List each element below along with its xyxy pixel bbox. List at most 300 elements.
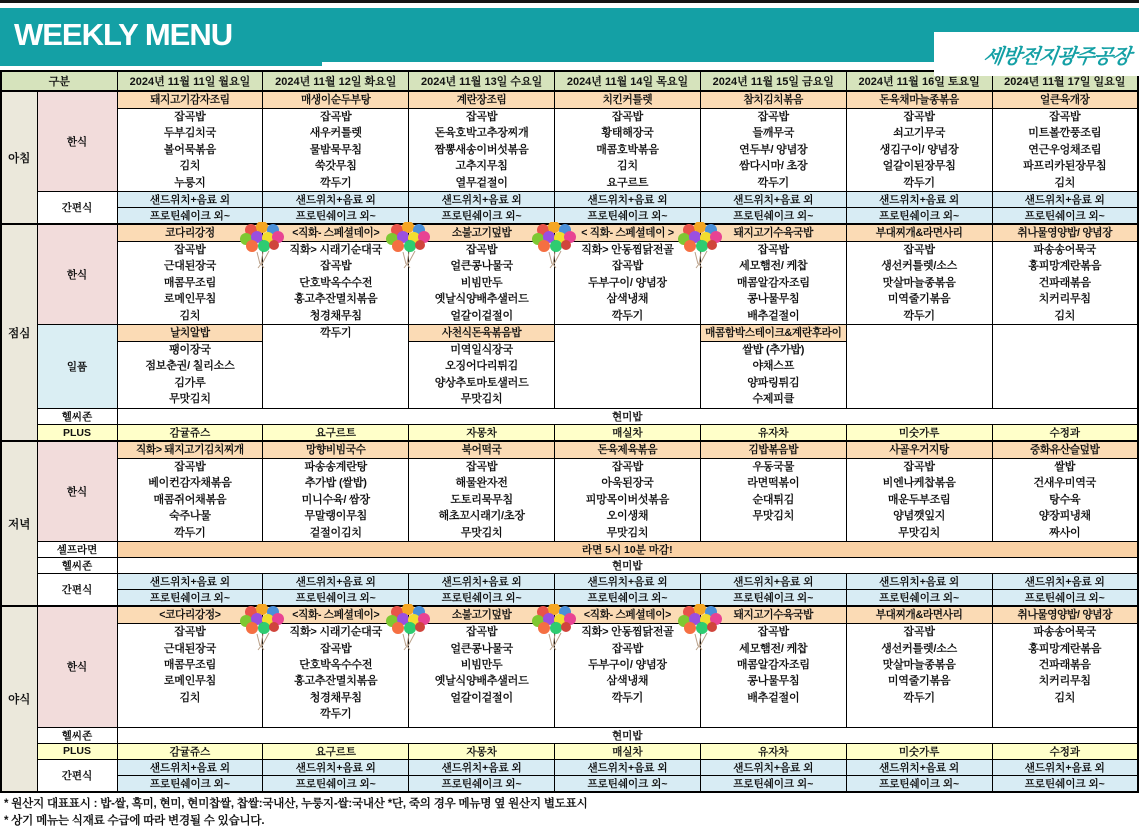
menu-row: [1, 325, 1138, 409]
menu-item: 세모햄전/ 케찹: [739, 260, 808, 273]
plus-cell: 수정과: [992, 425, 1138, 442]
menu-item: 잡곡밥: [1049, 111, 1081, 123]
menu-item: 단호박옥수수전: [299, 276, 373, 289]
menu-item: 베이컨감자채볶음: [148, 477, 232, 490]
menu-cell: [992, 325, 1138, 409]
menu-title: 날치알밥: [118, 325, 263, 342]
quick-meal-cell: 샌드위치+음료 외: [117, 192, 263, 208]
menu-cell: [409, 441, 555, 542]
menu-item: 물밤묵무침: [309, 143, 362, 156]
menu-item: 직화> 시래기순대국: [289, 244, 383, 257]
menu-item: 탕수육: [1049, 493, 1081, 506]
menu-item: 치커리무침: [1038, 293, 1091, 306]
menu-title: 매생이순두부탕: [263, 92, 408, 109]
menu-cell: [117, 91, 263, 192]
quick-meal-cell: 샌드위치+음료 외: [409, 192, 555, 208]
menu-row: [1, 759, 1138, 775]
menu-cell: [555, 91, 701, 192]
category-label: 일품: [37, 325, 117, 409]
menu-item: 맛살마늘종볶음: [882, 658, 956, 671]
menu-item: 잡곡밥: [903, 626, 935, 639]
menu-item: 파프리카된장무침: [1023, 160, 1107, 173]
menu-item: 도토리묵무침: [450, 493, 513, 506]
quick-meal-cell: 프로틴쉐이크 외~: [700, 590, 846, 607]
menu-item: 추가밥 (쌀밥): [304, 477, 367, 490]
quick-meal-cell: 프로틴쉐이크 외~: [263, 775, 409, 792]
quick-meal-cell: 샌드위치+음료 외: [700, 192, 846, 208]
menu-cell: [992, 224, 1138, 325]
plus-cell: 요구르트: [263, 743, 409, 759]
menu-item: 잡곡밥: [903, 111, 935, 123]
meal-label: 야식: [1, 606, 37, 792]
page-title: WEEKLY MENU: [14, 17, 233, 52]
menu-title: 사골우거지탕: [847, 442, 992, 459]
menu-title: 소불고기덮밥: [409, 607, 554, 624]
menu-item: 미트볼깐풍조림: [1028, 127, 1102, 140]
plus-cell: 매실차: [555, 743, 701, 759]
menu-item: 잡곡밥: [611, 642, 644, 655]
menu-item: 매콤호박볶음: [596, 143, 659, 156]
menu-title: 매콤함박스테이크&계란후라이: [701, 325, 846, 342]
menu-row: [1, 558, 1138, 574]
menu-item: 파송송계란탕: [304, 461, 368, 474]
menu-item: 무맛김치: [460, 393, 503, 406]
menu-item: 잡곡밥: [465, 244, 498, 257]
menu-item: 겉절이김치: [309, 526, 362, 539]
quick-meal-cell: 프로틴쉐이크 외~: [117, 775, 263, 792]
menu-item: 순대튀김: [752, 493, 795, 506]
menu-item: 생선커틀렛/소스: [881, 260, 958, 273]
company-logo: 세방전지광주공장: [982, 45, 1133, 68]
menu-row: [1, 192, 1138, 208]
menu-cell: [846, 325, 992, 409]
menu-item: 김치: [1054, 691, 1076, 704]
menu-item: 잡곡밥: [174, 244, 206, 257]
meal-label: 아침: [1, 91, 37, 224]
menu-item: 연두부/ 양념장: [739, 143, 808, 156]
menu-title: < 직화- 스페셜데이 >: [555, 225, 700, 242]
quick-meal-cell: 프로틴쉐이크 외~: [555, 208, 701, 225]
menu-item: 건새우미역국: [1033, 477, 1097, 490]
footnotes: [0, 793, 1139, 830]
meal-label: 저녁: [1, 441, 37, 606]
menu-item: 고추지무침: [455, 160, 508, 173]
menu-cell: [117, 224, 263, 325]
menu-cell: [263, 325, 409, 409]
menu-item: 로메인무침: [163, 293, 216, 306]
menu-item: 두부구이/ 양념장: [588, 658, 667, 671]
menu-item: 옛날식양배추샐러드: [434, 675, 529, 688]
menu-item: 쌈다시마/ 초장: [739, 160, 808, 173]
quick-meal-cell: 샌드위치+음료 외: [700, 759, 846, 775]
menu-item: 얼큰콩나물국: [450, 642, 513, 655]
menu-title: 취나물영양밥/ 양념장: [993, 225, 1137, 242]
menu-item: 쌀밥 (추가밥): [742, 344, 805, 357]
menu-title: 돼지고기수육국밥: [701, 607, 846, 624]
menu-cell: [117, 606, 263, 727]
menu-item: 얼갈이된장무침: [882, 160, 956, 173]
category-label: 셀프라면: [37, 542, 117, 558]
day-header: 2024년 11월 15일 금요일: [700, 71, 846, 91]
menu-item: 비엔나케찹볶음: [882, 477, 956, 490]
menu-row: [1, 91, 1138, 192]
menu-item: 얼갈이겉절이: [450, 691, 513, 704]
menu-item: 잡곡밥: [903, 244, 935, 257]
menu-item: 파송송어묵국: [1033, 626, 1097, 639]
plus-cell: 유자차: [700, 743, 846, 759]
menu-title: <직화- 스페셜데이>: [263, 607, 408, 624]
quick-meal-cell: 샌드위치+음료 외: [846, 192, 992, 208]
category-label: 한식: [37, 224, 117, 325]
menu-cell: [409, 606, 555, 727]
menu-item: 비빔만두: [460, 276, 503, 289]
day-header: 2024년 11월 16일 토요일: [846, 71, 992, 91]
menu-item: 무말랭이무침: [304, 510, 368, 523]
menu-item: 김치: [179, 160, 201, 173]
menu-item: 두부김치국: [163, 127, 216, 140]
menu-cell: [117, 441, 263, 542]
quick-meal-cell: 프로틴쉐이크 외~: [846, 590, 992, 607]
menu-cell: [263, 224, 409, 325]
menu-item: 잡곡밥: [611, 260, 644, 273]
menu-cell: [409, 224, 555, 325]
menu-cell: [555, 224, 701, 325]
menu-item: 깍두기: [903, 309, 935, 322]
menu-title: 돈육제육볶음: [555, 442, 700, 459]
menu-item: 깍두기: [611, 691, 644, 704]
quick-meal-cell: 프로틴쉐이크 외~: [117, 208, 263, 225]
menu-item: 쌀밥: [1054, 461, 1076, 474]
menu-item: 오징어다리튀김: [445, 360, 519, 373]
category-label: 간편식: [37, 759, 117, 792]
category-label: 헬씨존: [37, 558, 117, 574]
menu-title: 돼지고기감자조림: [118, 92, 263, 109]
menu-item: 두부구이/ 양념장: [588, 276, 667, 289]
day-header: 2024년 11월 13일 수요일: [409, 71, 555, 91]
menu-cell: [409, 91, 555, 192]
menu-item: 잡곡밥: [320, 642, 352, 655]
menu-item: 배추겉절이: [747, 309, 800, 322]
menu-item: 생선커틀렛/소스: [881, 642, 958, 655]
menu-item: 미역일식장국: [450, 344, 513, 357]
menu-title: 계란장조림: [409, 92, 554, 109]
quick-meal-cell: 프로틴쉐이크 외~: [992, 775, 1138, 792]
menu-item: 잡곡밥: [465, 461, 498, 474]
menu-item: 매콤쥐어채볶음: [153, 493, 227, 506]
menu-cell: [263, 441, 409, 542]
menu-item: 잡곡밥: [757, 111, 789, 123]
plus-cell: 감귤쥬스: [117, 425, 263, 442]
menu-item: 매콤알감자조림: [736, 658, 810, 671]
menu-cell: [117, 325, 263, 409]
quick-meal-cell: 프로틴쉐이크 외~: [409, 208, 555, 225]
self-ramen-cell: 라면 5시 10분 마감!: [117, 542, 1138, 558]
menu-cell: [992, 91, 1138, 192]
quick-meal-cell: 샌드위치+음료 외: [992, 759, 1138, 775]
menu-cell: [555, 325, 701, 409]
menu-item: 깍두기: [320, 708, 352, 721]
menu-item: 미니수육/ 쌈장: [301, 493, 370, 506]
menu-item: 홍피망계란볶음: [1028, 260, 1102, 273]
menu-item: 깍두기: [611, 309, 644, 322]
menu-item: 깍두기: [320, 176, 352, 189]
category-label: 간편식: [37, 574, 117, 607]
quick-meal-cell: 샌드위치+음료 외: [992, 192, 1138, 208]
menu-item: 누룽지: [174, 176, 206, 189]
menu-item: 매콤무조림: [163, 658, 216, 671]
menu-table: [0, 70, 1139, 793]
menu-title: 사천식돈육볶음밥: [409, 325, 554, 342]
menu-item: 양념깻잎지: [893, 510, 946, 523]
menu-item: 건파래볶음: [1038, 276, 1091, 289]
menu-item: 단호박옥수수전: [299, 658, 373, 671]
logo-box: [934, 32, 1139, 76]
menu-item: 얼큰콩나물국: [450, 260, 513, 273]
plus-cell: 수정과: [992, 743, 1138, 759]
menu-item: 야채스프: [752, 360, 795, 373]
plus-cell: 감귤쥬스: [117, 743, 263, 759]
menu-item: 옛날식양배추샐러드: [434, 293, 529, 306]
menu-item: 치커리무침: [1038, 675, 1091, 688]
quick-meal-cell: 프로틴쉐이크 외~: [263, 208, 409, 225]
menu-cell: [263, 606, 409, 727]
menu-cell: [700, 606, 846, 727]
quick-meal-cell: 샌드위치+음료 외: [409, 574, 555, 590]
menu-cell: [700, 441, 846, 542]
quick-meal-cell: 프로틴쉐이크 외~: [846, 208, 992, 225]
menu-cell: [700, 224, 846, 325]
menu-item: 깍두기: [757, 176, 789, 189]
plus-cell: 매실차: [555, 425, 701, 442]
quick-meal-cell: 프로틴쉐이크 외~: [992, 590, 1138, 607]
menu-cell: [263, 91, 409, 192]
menu-item: 아욱된장국: [601, 477, 654, 490]
menu-item: 홍고추잔멸치볶음: [294, 675, 378, 688]
title-underline: [0, 62, 322, 66]
day-header: 2024년 11월 14일 목요일: [555, 71, 701, 91]
quick-meal-cell: 샌드위치+음료 외: [555, 574, 701, 590]
quick-meal-cell: 샌드위치+음료 외: [555, 759, 701, 775]
menu-cell: [409, 325, 555, 409]
menu-row: [1, 743, 1138, 759]
menu-title: 중화유산슬덮밥: [993, 442, 1137, 459]
menu-item: 건파래볶음: [1038, 658, 1091, 671]
menu-item: 볼어묵볶음: [163, 143, 216, 156]
menu-item: 잡곡밥: [757, 626, 789, 639]
menu-item: 매콤알감자조림: [736, 276, 810, 289]
plus-cell: 유자차: [700, 425, 846, 442]
menu-item: 잡곡밥: [465, 111, 498, 123]
category-label: 한식: [37, 91, 117, 192]
menu-item: 비빔만두: [460, 658, 503, 671]
menu-item: 미역줄기볶음: [887, 293, 951, 306]
menu-item: 김치: [617, 160, 638, 173]
menu-cell: [700, 91, 846, 192]
menu-item: 깍두기: [903, 691, 935, 704]
menu-item: 청경채무침: [309, 309, 362, 322]
menu-title: 북어떡국: [409, 442, 554, 459]
menu-item: 연근우엉채조림: [1028, 143, 1102, 156]
menu-item: 미역줄기볶음: [887, 675, 951, 688]
menu-title: 참치김치볶음: [701, 92, 846, 109]
menu-item: 양장피냉채: [1038, 510, 1091, 523]
menu-item: 새우커틀렛: [309, 127, 362, 140]
menu-item: 점보춘권/ 칠리소스: [145, 360, 235, 373]
menu-item: 해초꼬시래기/초장: [438, 510, 525, 523]
category-label: 헬씨존: [37, 409, 117, 425]
menu-cell: [555, 606, 701, 727]
menu-item: 맛살마늘종볶음: [882, 276, 956, 289]
menu-item: 김가루: [174, 376, 206, 389]
menu-row: [1, 441, 1138, 542]
menu-item: 양상추토마토샐러드: [434, 376, 529, 389]
category-label: PLUS: [37, 743, 117, 759]
menu-item: 짬뽕새송이버섯볶음: [434, 143, 529, 156]
quick-meal-cell: 샌드위치+음료 외: [117, 574, 263, 590]
category-label: 헬씨존: [37, 727, 117, 743]
menu-cell: [846, 91, 992, 192]
menu-cell: [992, 606, 1138, 727]
quick-meal-cell: 프로틴쉐이크 외~: [555, 775, 701, 792]
category-label: 간편식: [37, 192, 117, 225]
menu-item: 김치: [179, 309, 201, 322]
menu-item: 해물완자전: [455, 477, 508, 490]
top-border: [0, 0, 1139, 3]
menu-row: [1, 542, 1138, 558]
menu-title: 돼지고기수육국밥: [701, 225, 846, 242]
menu-item: 팽이장국: [169, 344, 211, 357]
menu-item: 잡곡밥: [757, 244, 789, 257]
quick-meal-cell: 프로틴쉐이크 외~: [409, 590, 555, 607]
menu-title: <직화- 스페셜데이>: [555, 607, 700, 624]
quick-meal-cell: 샌드위치+음료 외: [409, 759, 555, 775]
day-header: 2024년 11월 12일 화요일: [263, 71, 409, 91]
menu-row: [1, 727, 1138, 743]
quick-meal-cell: 샌드위치+음료 외: [846, 574, 992, 590]
category-label: 한식: [37, 441, 117, 542]
menu-item: 파송송어묵국: [1033, 244, 1097, 257]
quick-meal-cell: 프로틴쉐이크 외~: [117, 590, 263, 607]
menu-cell: [992, 441, 1138, 542]
menu-item: 잡곡밥: [320, 111, 352, 123]
menu-item: 김치: [179, 691, 201, 704]
healthy-zone-cell: 현미밥: [117, 409, 1138, 425]
menu-item: 직화> 안동찜닭전골: [581, 244, 674, 257]
menu-title: 돈육채마늘종볶음: [847, 92, 992, 109]
menu-item: 홍피망계란볶음: [1028, 642, 1102, 655]
menu-item: 삼색냉채: [606, 675, 649, 688]
menu-row: [1, 208, 1138, 225]
meal-label: 점심: [1, 224, 37, 441]
menu-title: 치킨커틀렛: [555, 92, 700, 109]
menu-item: 피망목이버섯볶음: [585, 493, 670, 506]
menu-item: 청경채무침: [309, 691, 362, 704]
footnote-change: * 상기 메뉴는 식재료 수급에 따라 변경될 수 있습니다.: [4, 814, 265, 827]
menu-item: 홍고추잔멸치볶음: [294, 293, 378, 306]
menu-item: 잡곡밥: [174, 461, 206, 474]
menu-row: [1, 425, 1138, 442]
menu-item: 잡곡밥: [320, 260, 352, 273]
plus-cell: 자몽차: [409, 743, 555, 759]
menu-item: 무맛김치: [606, 526, 649, 539]
quick-meal-cell: 프로틴쉐이크 외~: [409, 775, 555, 792]
menu-item: 깍두기: [903, 176, 935, 189]
quick-meal-cell: 샌드위치+음료 외: [555, 192, 701, 208]
menu-item: 무맛김치: [898, 526, 941, 539]
footnote-origin: * 원산지 대표표시 : 밥-쌀, 흑미, 현미, 현미찹쌀, 찹쌀:국내산, 누룽지-쌀:국내산 *단, 죽의 경우 메뉴명 옆 원산지 별도표시: [4, 797, 588, 810]
day-header: 2024년 11월 11일 월요일: [117, 71, 263, 91]
quick-meal-cell: 샌드위치+음료 외: [263, 192, 409, 208]
menu-item: 오이생채: [606, 510, 649, 523]
menu-row: [1, 590, 1138, 607]
menu-item: 잡곡밥: [174, 111, 206, 123]
quick-meal-cell: 샌드위치+음료 외: [263, 574, 409, 590]
menu-title: 부대찌개&라면사리: [847, 607, 992, 624]
menu-cell: [846, 224, 992, 325]
menu-item: 쇠고기무국: [893, 127, 946, 140]
quick-meal-cell: 프로틴쉐이크 외~: [700, 208, 846, 225]
category-label: PLUS: [37, 425, 117, 442]
menu-item: 무맛김치: [752, 510, 795, 523]
menu-item: 요구르트: [606, 176, 649, 189]
menu-item: 로메인무침: [163, 675, 216, 688]
menu-cell: [846, 441, 992, 542]
menu-item: 직화> 안동찜닭전골: [581, 626, 674, 639]
menu-cell: [555, 441, 701, 542]
menu-item: 열무겉절이: [455, 176, 508, 189]
menu-title: 망향비빔국수: [263, 442, 408, 459]
menu-item: 생김구이/ 양념장: [879, 143, 959, 156]
menu-row: [1, 775, 1138, 792]
menu-item: 김치: [1054, 176, 1076, 189]
menu-item: 삼색냉채: [606, 293, 649, 306]
menu-item: 근대된장국: [163, 642, 216, 655]
quick-meal-cell: 프로틴쉐이크 외~: [555, 590, 701, 607]
menu-item: 라면떡볶이: [747, 477, 800, 490]
menu-item: 짜사이: [1049, 526, 1081, 539]
menu-row: [1, 606, 1138, 727]
header-band: [0, 8, 1139, 68]
menu-title: 부대찌개&라면사리: [847, 225, 992, 242]
menu-item: 얼갈이겉절이: [450, 309, 513, 322]
menu-row: [1, 574, 1138, 590]
plus-cell: 요구르트: [263, 425, 409, 442]
menu-item: 수제피클: [752, 393, 795, 406]
menu-item: 잡곡밥: [174, 626, 206, 639]
menu-item: 콩나물무침: [747, 293, 800, 306]
quick-meal-cell: 프로틴쉐이크 외~: [700, 775, 846, 792]
menu-item: 배추겉절이: [747, 691, 800, 704]
menu-item: 무맛김치: [169, 393, 211, 406]
menu-title: 코다리강정: [118, 225, 263, 242]
gubun-header: 구분: [1, 71, 117, 91]
menu-item: 양파링튀김: [747, 376, 800, 389]
healthy-zone-cell: 현미밥: [117, 727, 1138, 743]
menu-item: 근대된장국: [163, 260, 216, 273]
menu-item: 들깨무국: [752, 127, 795, 140]
menu-item: 매콤무조림: [163, 276, 216, 289]
menu-title: 소불고기덮밥: [409, 225, 554, 242]
menu-title: <코다리강정>: [118, 607, 263, 624]
menu-item: 돈육호박고추장찌개: [434, 127, 529, 140]
day-header: 2024년 11월 17일 일요일: [992, 71, 1138, 91]
menu-item: 콩나물무침: [747, 675, 800, 688]
menu-item: 잡곡밥: [903, 461, 935, 474]
menu-item: 잡곡밥: [611, 461, 644, 474]
quick-meal-cell: 프로틴쉐이크 외~: [263, 590, 409, 607]
menu-title: 취나물영양밥/ 양념장: [993, 607, 1137, 624]
quick-meal-cell: 샌드위치+음료 외: [117, 759, 263, 775]
